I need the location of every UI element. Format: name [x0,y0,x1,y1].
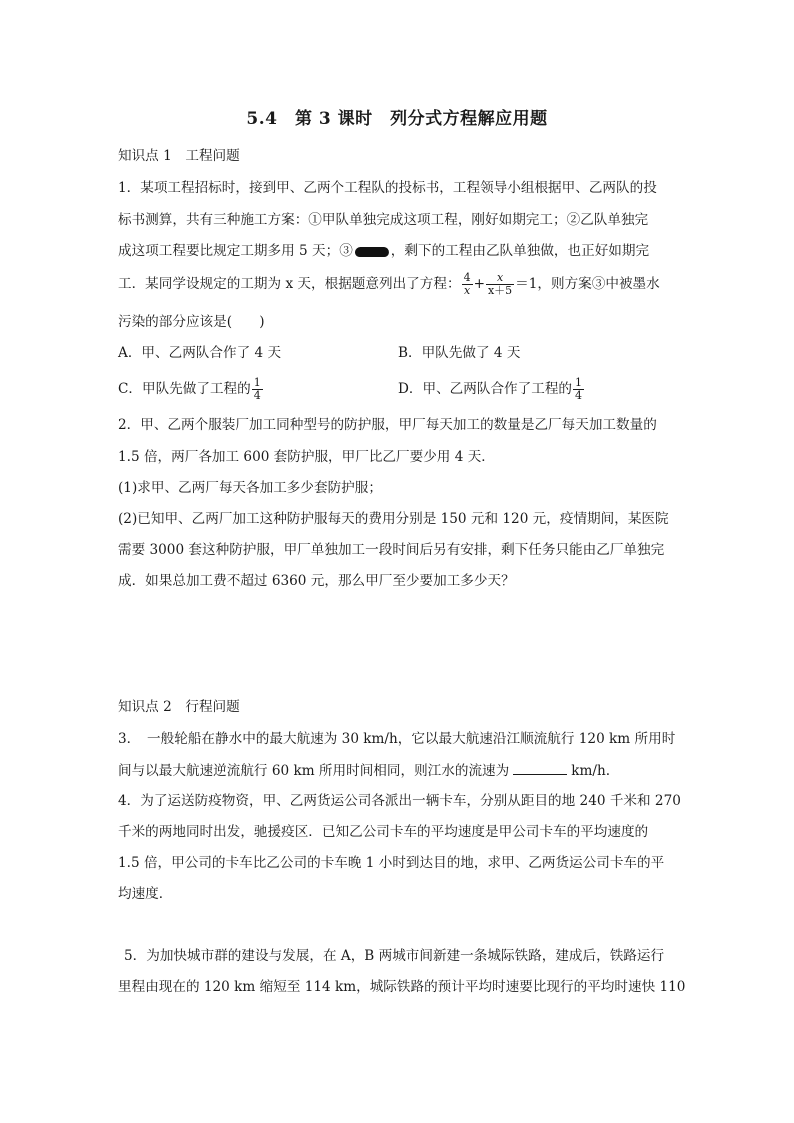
fraction-one-quarter: $\frac{1}{4}$ [253,376,261,402]
q3-unit: km/h. [571,763,611,779]
page-title: 5.4 第 3 课时 列分式方程解应用题 [246,109,548,129]
q4-line-2: 千米的两地同时出发，驰援疫区．已知乙公司卡车的平均速度是甲公司卡车的平均速度的 [118,824,649,840]
q4-line-3: 1.5 倍，甲公司的卡车比乙公司的卡车晚 1 小时到达目的地，求甲、乙两货运公司卡车的平 [118,855,665,871]
q1-line-4 [118,272,678,297]
option-c: C．甲队先做了工程的 $\frac{1}{4}$ [118,376,261,402]
plus-sign: + [473,276,485,292]
q1-line-5: 污染的部分应该是( ) [118,314,265,330]
fraction-one-quarter: $\frac{1}{4}$ [575,376,583,402]
q1-line-3-b: ，剩下的工程由乙队单独做，也正好如期完 [390,243,650,259]
option-d: D．甲、乙两队合作了工程的 $\frac{1}{4}$ [398,376,583,402]
q5-line-2: 里程由现在的 120 km 缩短至 114 km，城际铁路的预计平均时速要比现行的平均时速快 110 [118,979,686,995]
q5-line-1: 5．为加快城市群的建设与发展，在 A，B 两城市间新建一条城际铁路，建成后，铁路运行 [124,948,665,964]
q1-line-4-a: 工．某同学设规定的工期为 x 天，根据题意列出了方程： [118,276,461,292]
q3-line-2 [118,760,678,781]
q4-line-4: 均速度． [118,886,173,902]
section-heading-2: 知识点 2 行程问题 [118,699,240,715]
q1-line-1: 1．某项工程招标时，接到甲、乙两个工程队的投标书，工程领导小组根据甲、乙两队的投 [118,180,657,196]
q3-line-2-a: 间与以最大航速逆流航行 60 km 所用时间相同，则江水的流速为 [118,763,510,779]
q2-line-6: 成．如果总加工费不超过 6360 元，那么甲厂至少要加工多少天？ [118,573,515,589]
q1-line-3-a: 成这项工程要比规定工期多用 5 天；③ [118,243,353,259]
q1-line-2: 标书测算，共有三种施工方案：①甲队单独完成这项工程，刚好如期完工；②乙队单独完 [118,212,649,228]
q3-line-1: 3． 一般轮船在静水中的最大航速为 30 km/h，它以最大航速沿江顺流航行 120 km 所用时 [118,731,676,747]
fraction-4-over-x: $\frac{4}{x}$ [463,271,471,297]
q1-line-4-b: ＝1，则方案③中被墨水 [515,276,660,292]
option-a: A．甲、乙两队合作了 4 天 [118,345,282,361]
q1-options-ab [118,343,678,363]
q4-line-1: 4．为了运送防疫物资，甲、乙两货运公司各派出一辆卡车，分别从距目的地 240 千米和 270 [118,793,681,809]
option-b: B．甲队先做了 4 天 [398,345,521,361]
q2-line-4: (2)已知甲、乙两厂加工这种防护服每天的费用分别是 150 元和 120 元，疫情期间，某医院 [118,511,669,527]
q1-line-3 [118,241,678,261]
fraction-x-over-x-plus-5: $\frac{x}{x+5}$ [487,271,513,297]
q2-line-5: 需要 3000 套这种防护服，甲厂单独加工一段时间后另有安排，剩下任务只能由乙厂单独完 [118,542,665,558]
q1-options-cd [118,377,678,402]
section-heading-1: 知识点 1 工程问题 [118,148,240,164]
q2-line-1: 2．甲、乙两个服装厂加工同种型号的防护服，甲厂每天加工的数量是乙厂每天加工数量的 [118,417,657,433]
q2-line-2: 1.5 倍，两厂各加工 600 套防护服，甲厂比乙厂要少用 4 天． [118,449,495,465]
ink-blot [354,247,389,257]
answer-blank[interactable] [513,760,567,775]
q2-line-3: (1)求甲、乙两厂每天各加工多少套防护服； [118,480,382,496]
